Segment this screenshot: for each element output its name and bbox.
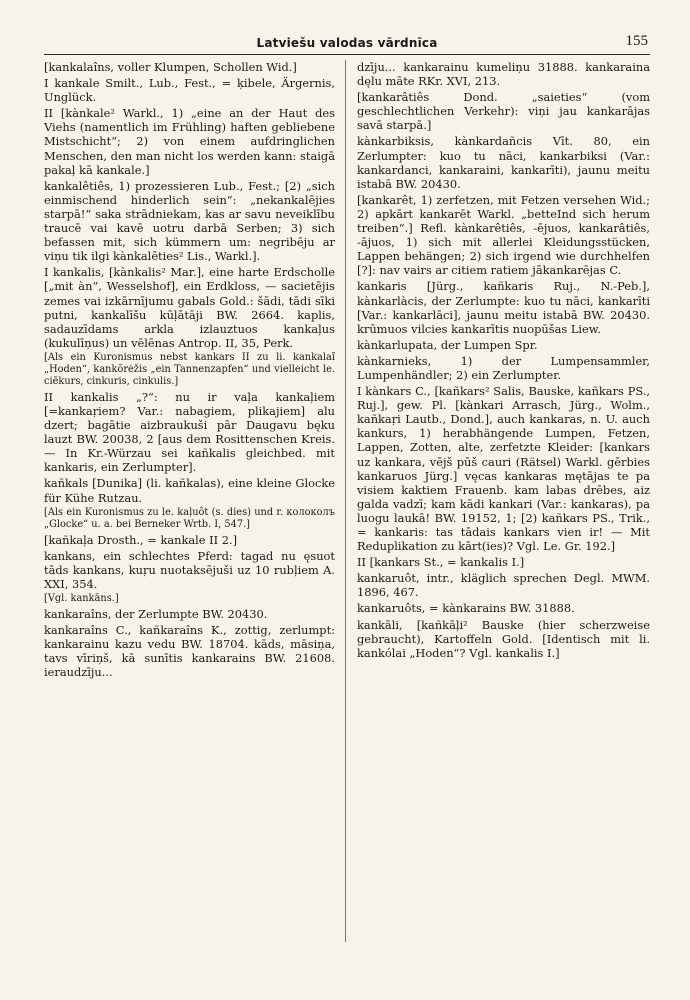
crossref-kankans: [Vgl. kankāns.] xyxy=(44,593,119,604)
page-number: 155 xyxy=(625,33,648,49)
entry-kankarnieks: kànkarnieks, 1) der Lumpensammler, Lumpenhändler; 2) ein Zerlumpter. xyxy=(357,353,650,382)
entry-kankaraties: [kankarâtiês Dond. „saieties“ (vom geschlechtlichen Verkehr): viņi jau kankarājas savā starpā.] xyxy=(357,90,650,133)
entry-kankaruots: kankaruôts, = kànkarains BW. 31888. xyxy=(357,601,575,616)
entry-kankarains-2: kankaraîns C., kañkaraîns K., zottig, zerlumpt: kankarainu kazu vedu BW. 18704. kāds, māsiņa, tavs vīriņš, kā sunītis kankarains BW. 21608. ieraudzīju... xyxy=(44,623,335,680)
entry-kankarlupata: kànkarlupata, der Lumpen Spr. xyxy=(357,337,538,352)
entry-kankaret: [kankarêt, 1) zerfetzen, mit Fetzen versehen Wid.; 2) apkārt kankarēt Warkl. „betteInd sich herum treiben“.] Refl. kànkarêtiês, -ējuos, kankarâtiês, -ājuos, 1) sich mit allerlei Kleidungsstücken, Lappen behängen; 2) sich irgend wie durchhelfen [?]: nav vairs ar citiem ratiem jākankarējas C. xyxy=(357,192,650,278)
entry-kankalis-2: II kankalis „?“: nu ir vaļa kankaļiem [=kankaŗiem? Var.: nabagiem, plikajiem] alu dzert; bagātie aizbraukuši pār Daugavu bęku lauzt BW. 20038, 2 [aus dem Rosittenschen Kreis. — In Kr.-Würzau sei kañkalis gleichbed. mit kankaris, ein Zerlumpter]. xyxy=(44,389,335,475)
running-title: Latviešu valodas vārdnīca xyxy=(256,36,438,50)
entry-kankaruot: kankaruôt, intr., kläglich sprechen Degl. MWM. 1896, 467. xyxy=(357,571,650,600)
entry-continuation: dzīju... kankarainu kumeliņu 31888. kankaraina dęlu māte RKr. XVI, 213. xyxy=(357,60,650,89)
entry-kankali: kankāli, [kañkāļi² Bauske (hier scherzweise gebraucht), Kartoffeln Gold. [Identisch mit li. kankólai „Hoden“? Vgl. kankalis I.] xyxy=(357,617,650,660)
entry-kankals: kañkals [Dunika] (li. kañkalas), eine kleine Glocke für Kühe Rutzau. xyxy=(44,476,335,505)
left-column xyxy=(44,60,335,681)
etymology-note-kankals: [Als ein Kuronismus zu le. kaļuôt (s. dies) und r. колоколъ „Glocke“ u. a. bei Berneker Wrtb. I, 547.] xyxy=(44,506,335,530)
entry-kankale-1: I kankale Smilt., Lub., Fest., = ķibele, Ärgernis, Unglück. xyxy=(44,76,335,105)
right-column xyxy=(357,60,650,662)
entry-kankars-2: II [kankars St., = kankalis I.] xyxy=(357,555,525,570)
running-head xyxy=(44,32,650,55)
entry-kankaris: kankaris [Jürg., kañkaris Ruj., N.-Peb.], kànkarlàcis, der Zerlumpte: kuo tu nāci, kankarīti [Var.: kankarlāci], jaunu meitu istabā BW. 20430. krūmuos vilcies kankarītis nuopūšas Liew. xyxy=(357,279,650,336)
entry-kankale-2: II [kànkale² Warkl., 1) „eine an der Haut des Viehs (namentlich im Frühling) haften gebliebene Mistschicht“; 2) von einem aufdringlichen Menschen, den man nicht los werden kann: staigā pakaļ kā kankale.] xyxy=(44,106,335,177)
entry-kankars-1: I kànkars C., [kañkars² Salis, Bauske, kañkars PS., Ruj.], gew. Pl. [kànkari Arrasch, Jürg., Wolm., kañkaŗi Lautb., Dond.], auch kankaras, n. U. auch kankurs, 1) herabhängende Lumpen, Fetzen, Lappen, Zotten, alte, zerfetzte Kleider: [kankars uz kankara, vējš pūš cauri (Rätsel) Warkl. gērbies kankaruos Jürg.] vęcas kankaras mętājas te pa visiem kaktiem Frauenb. kam labas drēbes, aiz galda vadzī; kam kādi kankari (Var.: kankaras), pa luogu laukā! BW. 19152, 1; [2) kañkars PS., Trik., = kankaris: tas tādais kankars vien ir! — Mit Reduplikation zu kārt(ies)? Vgl. Le. Gr. 192.] xyxy=(357,384,650,554)
column-divider xyxy=(345,60,346,942)
entry-kankalis-1: I kankalis, [kànkalis² Mar.], eine harte Erdscholle [„mit àn“, Wesselshof], ein Erdkloss, — sacietējis zemes vai izkārnījumu gabals Gold.: šādi, tādi sīki putni, kankalīšu kūļātāji BW. 2664. kaplis, sadauzīdams arkla izlauztuos kankaļus (kukulīņus) un vēlēnas Antrop. II, 35, Perk. xyxy=(44,265,335,350)
entry-kankans: kankans, ein schlechtes Pferd: tagad nu ęsuot tāds kankans, kuŗu nuotaksējuši uz 10 rubļiem A. XXI, 354. xyxy=(44,548,335,591)
entry-kankaleties: kankalêtiês, 1) prozessieren Lub., Fest.; [2) „sich einmischend hinderlich sein“: „nekankalējies starpā!“ saka strādniekam, kas ar savu neveiklību traucē vai kavē uotru darbā Serben; 3) sich befassen mit, sich kümmern um: negribēju ar viņu tik ilgi kànkalēties² Lis., Warkl.]. xyxy=(44,178,335,264)
entry-kankala: [kañkaļa Drosth., = kankale II 2.] xyxy=(44,532,238,547)
entry-kankarains-1: kankaraîns, der Zerlumpte BW. 20430. xyxy=(44,607,268,621)
etymology-note-kankalis: [Als ein Kuronismus nebst kankars II zu li. kankalaĩ „Hoden“, kankõrėžis „ein Tannenzapfen“ und vielleicht le. ciēkurs, cinkuris, cinkulis.] xyxy=(44,351,335,387)
entry-kankarbiksis: kànkarbiksis, kànkardañcis Vīt. 80, ein Zerlumpter: kuo tu nāci, kankarbiksi (Var.: kankardanci, kankaraini, kankarīti), jaunu meitu istabā BW. 20430. xyxy=(357,134,650,191)
entry-kankalains: [kankalaîns, voller Klumpen, Schollen Wid.] xyxy=(44,60,297,74)
